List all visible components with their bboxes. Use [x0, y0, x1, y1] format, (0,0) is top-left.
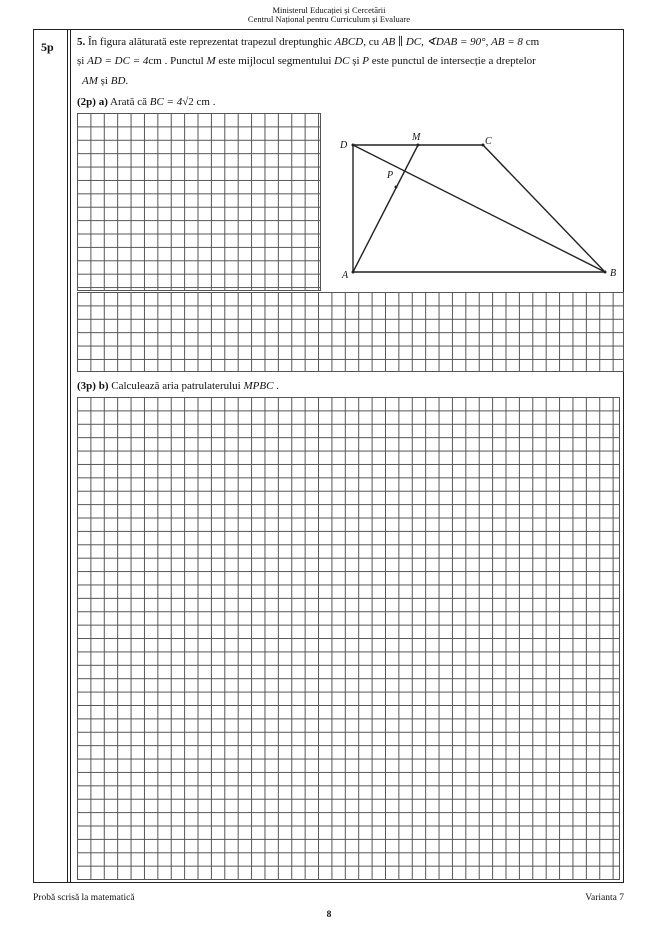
point-P: [395, 186, 398, 189]
points-label: 5p: [41, 40, 54, 54]
part-a-prompt: (2p) a) Arată că BC = 4√2 cm .: [77, 96, 216, 108]
point-M: [417, 144, 420, 147]
part-b-prompt: (3p) b) Calculează aria patrulaterului MPBC .: [77, 380, 279, 392]
problem-number: 5.: [77, 36, 86, 48]
column-separator: [67, 29, 68, 883]
label-A: A: [342, 270, 349, 280]
label-C: C: [485, 136, 492, 147]
point-A: [352, 271, 355, 274]
problem-statement-line1: 5. În figura alăturată este reprezentat trapezul dreptunghic ABCD, cu AB ∥ DC, ∢DAB = 90°, AB = 8 cm: [77, 36, 540, 48]
footer-variant: Varianta 7: [585, 893, 624, 903]
problem-statement-line3: AM și BD.: [82, 75, 129, 87]
segment-BD: [353, 145, 605, 272]
header-center: Centrul Național pentru Curriculum și Evaluare: [247, 14, 411, 24]
answer-grid-part-a-top[interactable]: [77, 113, 321, 291]
answer-grid-part-a-bottom[interactable]: [77, 292, 624, 372]
point-B: [604, 271, 607, 274]
point-D: [352, 144, 355, 147]
trapezoid-figure: [335, 130, 625, 280]
footer-exam-name: Probă scrisă la matematică: [33, 893, 135, 903]
sqrt-expression: √2: [182, 96, 194, 108]
label-M: M: [412, 132, 421, 143]
column-separator-double: [70, 29, 71, 883]
label-D: D: [340, 140, 348, 151]
segment-AM: [353, 145, 418, 272]
label-P: P: [387, 170, 394, 181]
label-B: B: [610, 268, 617, 279]
header-ministry: Ministerul Educației și Cercetării: [272, 5, 386, 15]
answer-grid-part-b[interactable]: [77, 397, 620, 880]
problem-statement-line2: și AD = DC = 4cm . Punctul M este mijlocul segmentului DC și P este punctul de intersecție a dreptelor: [77, 55, 536, 67]
page-number: 8: [326, 910, 332, 920]
